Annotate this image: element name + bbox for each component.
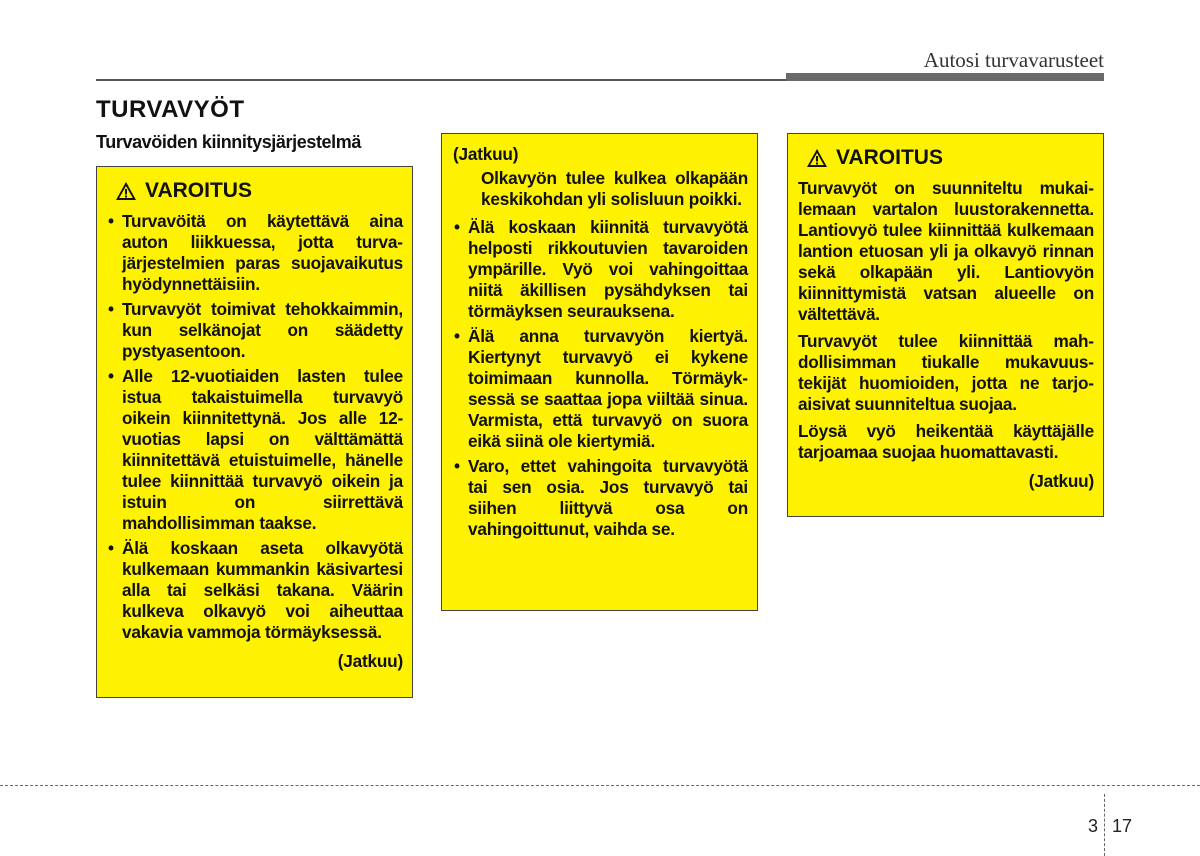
warning-heading — [806, 144, 1094, 172]
continued-label: (Jatkuu) — [337, 651, 403, 671]
list-item: • Älä koskaan aseta olkavyötä kulkemaan kummankin käsivartesi alla tai selkäsi takana. Väärin kulkeva olkavyö voi aiheuttaa vakavia vammoja törmäyksessä. — [107, 538, 403, 643]
paragraph: Turvavyöt on suunniteltu mukailemaan vartalon luustorakennetta. Lantiovyö tulee kiinnittää kulkemaan lantion etuosan yli ja olkavyö rinnan sekä olkapään yli. Lantiovyön kiinnittymistä vatsan alueelle on vältettävä. — [798, 178, 1094, 324]
paragraph: Löysä vyö heikentää käyttäjälle tarjoamaa suojaa huomattavasti. — [798, 421, 1094, 462]
page-cut-line-vertical — [1104, 794, 1105, 856]
warning-list — [107, 211, 403, 643]
warning-heading-text: VAROITUS — [145, 179, 252, 202]
warning-box-2 — [441, 133, 758, 611]
header-title: Autosi turvavarusteet — [923, 48, 1104, 72]
page-cut-line-horizontal — [0, 785, 1200, 786]
warning-box-3 — [787, 133, 1104, 517]
subsection-title: Turvavöiden kiinnitysjärjestelmä — [96, 132, 361, 152]
warning-list — [453, 217, 748, 540]
warning-triangle-icon — [806, 148, 828, 168]
page-number: 17 — [1112, 816, 1133, 836]
list-item: • Alle 12-vuotiaiden lasten tulee istua takaistuimella turvavyö oikein kiinnitettynä. Jos alle 12-vuotias lapsi on välttämättä kiinnitettävä etuistuimelle, hänelle tulee kiinnittää turvavyö oikein ja istuin on siirrettävä mahdollisimman taakse. — [107, 366, 403, 534]
continued-from-label: (Jatkuu) — [453, 144, 519, 164]
header-rule-accent — [786, 73, 1104, 81]
chapter-number: 3 — [1088, 816, 1099, 836]
intro-paragraph: Olkavyön tulee kulkea olkapään keskikohdan yli solisluun poikki. — [481, 168, 748, 209]
paragraph: Turvavyöt tulee kiinnittää mahdollisimman tiukalle mukavuustekijät huomioiden, jotta ne tarjoaisivat suunniteltua suojaa. — [798, 331, 1094, 414]
list-item: • Varo, ettet vahingoita turvavyötä tai sen osia. Jos turvavyö tai siihen liittyvä osa on vahingoittunut, vaihda se. — [453, 456, 748, 540]
warning-triangle-icon — [115, 181, 137, 201]
list-item: • Turvavöitä on käytettävä aina auton liikkuessa, jotta turvajärjestelmien paras suojavaikutus hyödynnettäisiin. — [107, 211, 403, 295]
list-item: • Älä koskaan kiinnitä turvavyötä helposti rikkoutuvien tavaroiden ympärille. Vyö voi vahingoittaa niitä äkillisen pysähdyksen tai törmäyksen seurauksena. — [453, 217, 748, 322]
warning-heading — [115, 177, 403, 205]
section-title: TURVAVYÖT — [96, 96, 245, 123]
continued-label: (Jatkuu) — [1028, 471, 1094, 491]
list-item: • Turvavyöt toimivat tehokkaimmin, kun selkänojat on säädetty pystyasentoon. — [107, 299, 403, 362]
warning-box-1 — [96, 166, 413, 698]
warning-heading-text: VAROITUS — [836, 146, 943, 169]
list-item: • Älä anna turvavyön kiertyä. Kiertynyt turvavyö ei kykene toimimaan kunnolla. Törmäyksessä se saattaa jopa viiltää sinua. Varmista, että turvavyö on suora eikä siinä ole kiertymiä. — [453, 326, 748, 452]
